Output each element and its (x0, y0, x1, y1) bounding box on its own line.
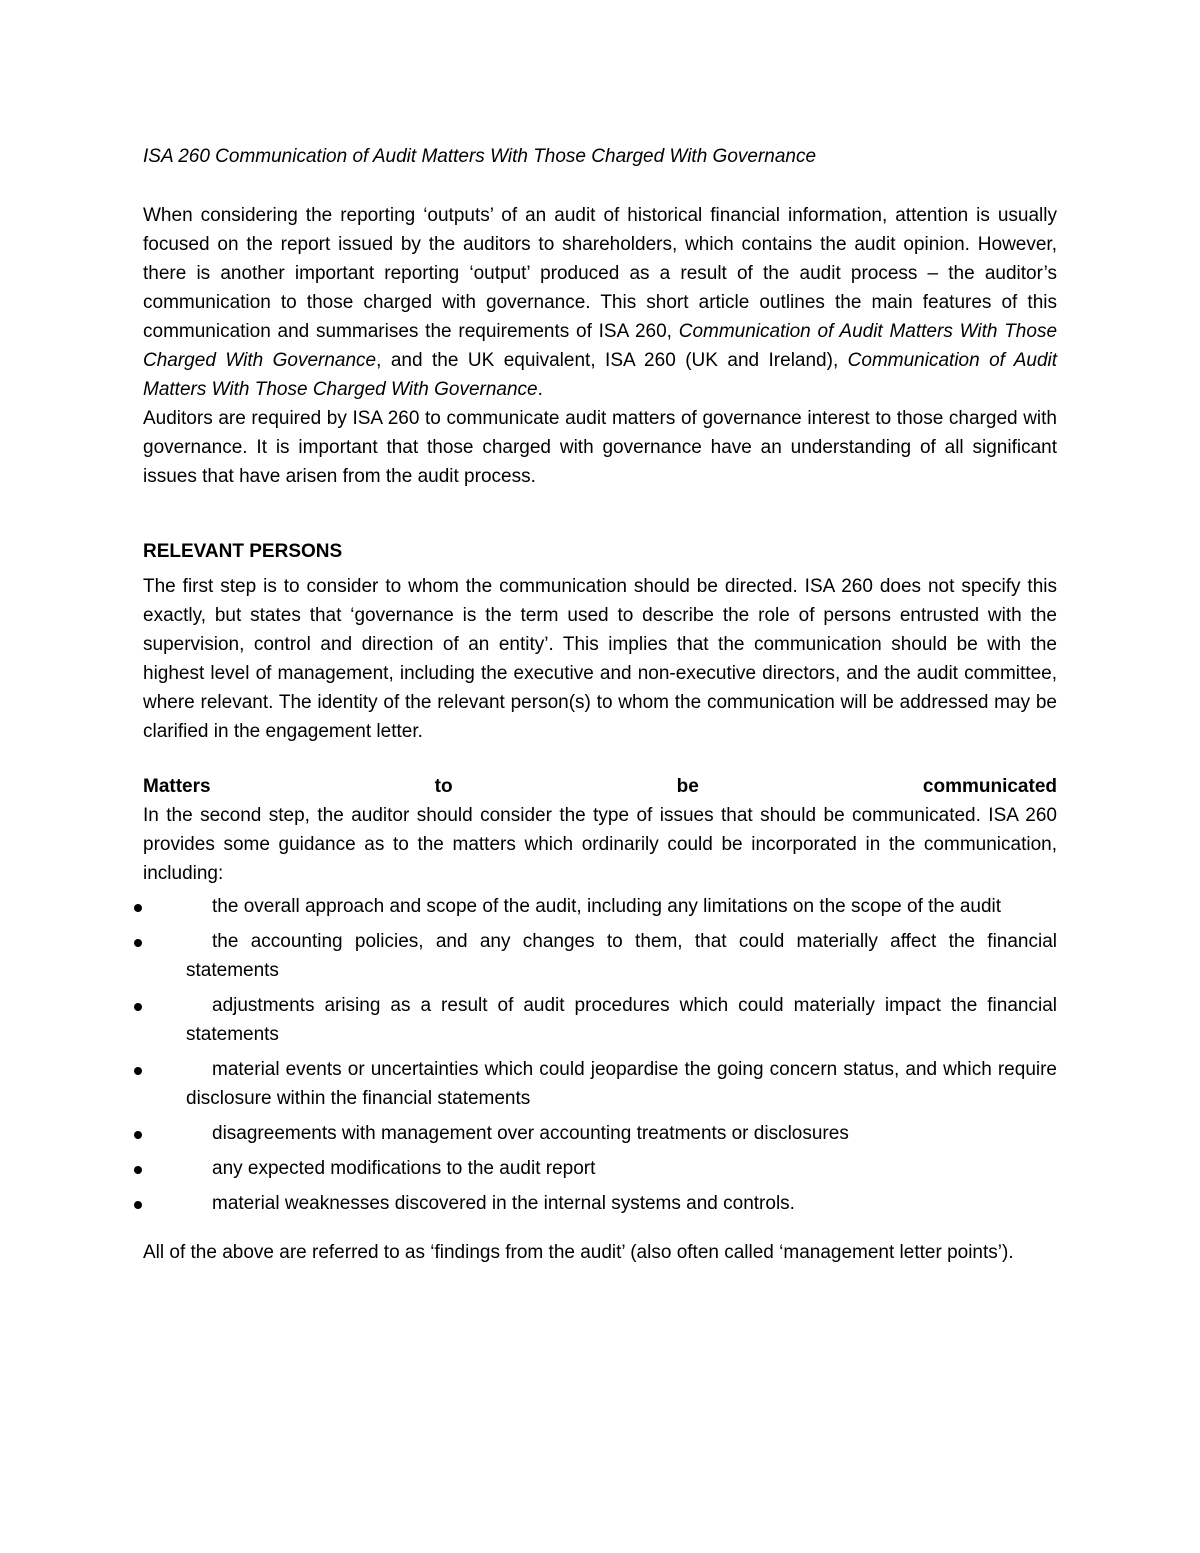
bullet-icon (134, 939, 142, 947)
bullet-icon (134, 904, 142, 912)
relevant-persons-body: The first step is to consider to whom the communication should be directed. ISA 260 does not specify this exactly, but states that ‘governance is the term used to describe the role of persons entrusted with the supervision, control and direction of an entity’. This implies that the communication should be with the highest level of management, including the executive and non-executive directors, and the audit committee, where relevant. The identity of the relevant person(s) to whom the communication will be addressed may be clarified in the engagement letter. (143, 576, 1057, 742)
intro-text-a: When considering the reporting ‘outputs’ of an audit of historical financial information, attention is usually focused on the report issued by the auditors to shareholders, which contains the audit opinion. However, there is another important reporting ‘output’ produced as a result of the audit process – the auditor’s communication to those charged with governance. This short article outlines the main features of this communication and summarises the requirements of ISA 260, (143, 205, 1057, 342)
list-item: the accounting policies, and any changes to them, that could materially affect the financial statements (143, 927, 1057, 985)
intro-text-e: . (537, 379, 543, 400)
bullet-icon (134, 1003, 142, 1011)
bullet-icon (134, 1166, 142, 1174)
list-item: material events or uncertainties which could jeopardise the going concern status, and which require disclosure within the financial statements (143, 1055, 1057, 1113)
intro-paragraph-2: Auditors are required by ISA 260 to communicate audit matters of governance interest to those charged with governance. It is important that those charged with governance have an understanding of all significant issues that have arisen from the audit process. (143, 408, 1057, 487)
intro-standard-title-1: Communication of Audit Matters With Those Charged With Governance (143, 321, 1058, 371)
intro-paragraph (143, 201, 1057, 404)
document-body (143, 142, 1057, 1267)
list-item: any expected modifications to the audit report (143, 1154, 1057, 1183)
relevant-persons-heading: RELEVANT PERSONS (143, 541, 343, 562)
intro-standard-title-2: Communication of Audit Matters With Those Charged With Governance (143, 350, 1058, 400)
document-title: ISA 260 Communication of Audit Matters With Those Charged With Governance (143, 146, 817, 167)
bullet-icon (134, 1067, 142, 1075)
list-item: adjustments arising as a result of audit procedures which could materially impact the financial statements (143, 991, 1057, 1049)
list-item: the overall approach and scope of the audit, including any limitations on the scope of the audit (143, 892, 1057, 921)
bullet-icon (134, 1201, 142, 1209)
intro-text-c: , and the UK equivalent, ISA 260 (UK and Ireland), (376, 350, 848, 371)
closing-paragraph: All of the above are referred to as ‘findings from the audit’ (also often called ‘management letter points’). (143, 1242, 1014, 1263)
list-item: material weaknesses discovered in the internal systems and controls. (143, 1189, 1057, 1218)
matters-body: In the second step, the auditor should consider the type of issues that should be communicated. ISA 260 provides some guidance as to the matters which ordinarily could be incorporated in the communication, including: (143, 805, 1057, 884)
list-item: disagreements with management over accounting treatments or disclosures (143, 1119, 1057, 1148)
bullet-icon (134, 1131, 142, 1139)
matters-heading: Matters to be communicated (143, 776, 1057, 797)
matters-list (143, 892, 1057, 1218)
